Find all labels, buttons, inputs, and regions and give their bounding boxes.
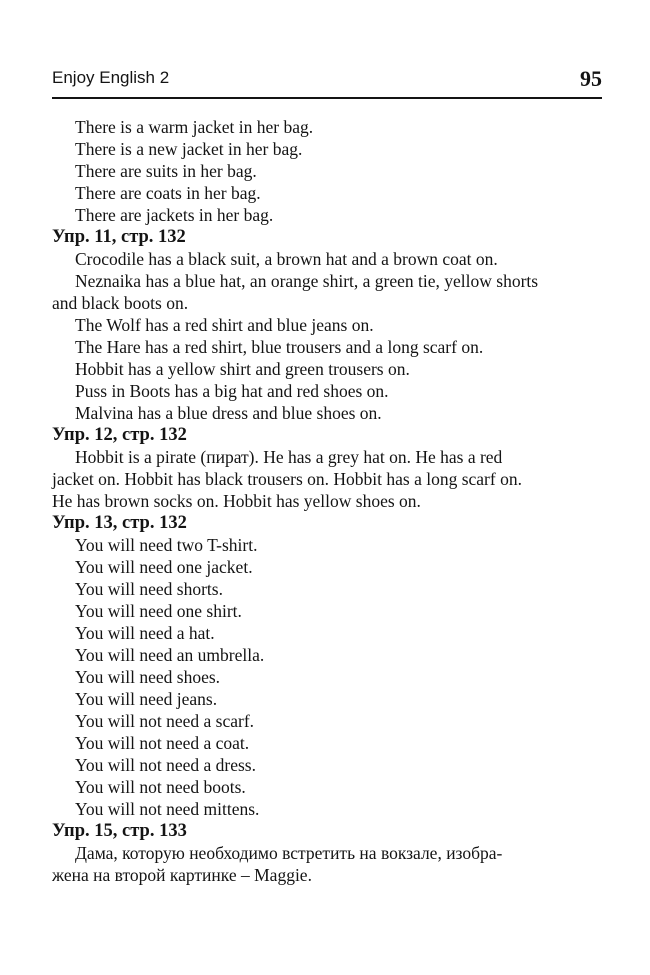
paragraph-line: He has brown socks on. Hobbit has yellow shoes on. [52,491,421,511]
answer-line: Malvina has a blue dress and blue shoes on. [75,403,382,423]
answer-line: Puss in Boots has a big hat and red shoes on. [75,381,389,401]
intro-line: There is a warm jacket in her bag. [75,117,314,137]
page-content [52,116,604,886]
paragraph-line: Hobbit is a pirate (пират). He has a grey hat on. He has a red [75,447,503,467]
book-title: Enjoy English 2 [52,68,170,87]
exercise-heading: Упр. 11, стр. 132 [52,227,186,247]
answer-line: You will not need a scarf. [75,711,255,731]
answer-line: You will need a hat. [75,623,215,643]
page-header [52,66,602,94]
answer-line: You will not need mittens. [75,799,260,819]
answer-line: You will need two T-shirt. [75,535,258,555]
exercise-12 [52,424,604,512]
answer-line: You will need shorts. [75,579,223,599]
intro-line: There is a new jacket in her bag. [75,139,303,159]
answer-line: The Wolf has a red shirt and blue jeans on. [75,315,374,335]
exercise-heading: Упр. 12, стр. 132 [52,425,187,445]
answer-line: You will need one jacket. [75,557,253,577]
answer-line: You will not need a dress. [75,755,256,775]
page-number: 95 [580,66,602,91]
answer-line: Hobbit has a yellow shirt and green trousers on. [75,359,410,379]
answer-line: You will need an umbrella. [75,645,265,665]
answer-line: You will not need a coat. [75,733,250,753]
answer-line-continued: and black boots on. [52,293,189,313]
answer-line: The Hare has a red shirt, blue trousers and a long scarf on. [75,337,484,357]
intro-section [52,116,604,226]
answer-line: Crocodile has a black suit, a brown hat and a brown coat on. [75,249,498,269]
exercise-heading: Упр. 15, стр. 133 [52,821,187,841]
intro-line: There are jackets in her bag. [75,205,274,225]
answer-line: You will need shoes. [75,667,221,687]
answer-line: You will need one shirt. [75,601,242,621]
exercise-11 [52,226,604,424]
intro-line: There are suits in her bag. [75,161,257,181]
intro-line: There are coats in her bag. [75,183,261,203]
header-rule [52,97,602,99]
answer-line: You will need jeans. [75,689,218,709]
exercise-13 [52,512,604,820]
answer-line: Neznaika has a blue hat, an orange shirt, a green tie, yellow shorts [75,271,539,291]
answer-line: You will not need boots. [75,777,246,797]
paragraph-line: Дама, которую необходимо встретить на вокзале, изобра- [75,843,503,863]
paragraph-line: jacket on. Hobbit has black trousers on. Hobbit has a long scarf on. [52,469,522,489]
exercise-15 [52,820,604,886]
exercise-heading: Упр. 13, стр. 132 [52,513,187,533]
paragraph-line: жена на второй картинке – Maggie. [52,865,312,885]
